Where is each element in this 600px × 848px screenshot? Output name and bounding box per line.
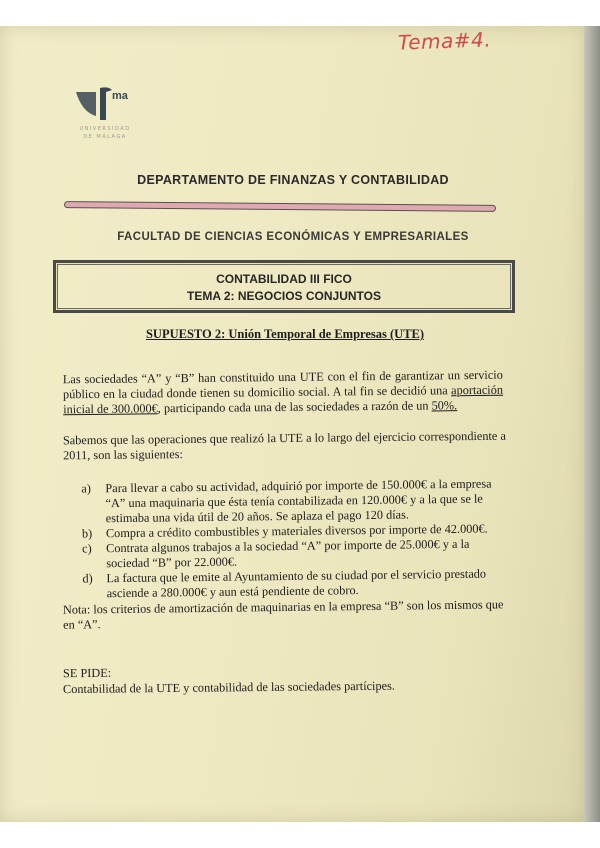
page-edge-shadow bbox=[584, 26, 600, 822]
se-pide-label: SE PIDE: bbox=[62, 665, 112, 681]
intro-underlined-amount: aportación inicial de 300.000€ bbox=[63, 382, 504, 417]
faculty-heading: FACULTAD DE CIENCIAS ECONÓMICAS Y EMPRESARIALES bbox=[117, 231, 469, 243]
logo-caption-line: UNIVERSIDAD bbox=[79, 126, 131, 132]
item-marker: d) bbox=[82, 571, 93, 586]
intro-text: Las sociedades “A” y “B” han constituido una UTE con el fin de garantizar un servicio público en la ciudad donde tienen su domicilio social. A tal fin se decidió una bbox=[62, 367, 503, 402]
topic-name: TEMA 2: NEGOCIOS CONJUNTOS bbox=[186, 289, 382, 303]
item-marker: a) bbox=[81, 481, 92, 496]
list-item bbox=[67, 476, 508, 526]
intro-underlined-percent: 50%. bbox=[431, 398, 458, 413]
se-pide-text: Contabilidad de la UTE y contabilidad de las sociedades partícipes. bbox=[62, 678, 395, 697]
note-paragraph: Nota: los criterios de amortización de maquinarias en la empresa “B” son los mismos que en “A”. bbox=[62, 597, 504, 632]
course-title-box bbox=[53, 260, 515, 313]
item-text: La factura que le emite al Ayuntamiento de su ciudad por el servicio prestado asciende a 280.000€ y aun está pendiente de cobro. bbox=[106, 566, 487, 601]
exercise-title: SUPUESTO 2: Unión Temporal de Empresas (UTE) bbox=[145, 327, 425, 341]
university-logo bbox=[74, 86, 134, 152]
logo-caption-line: DE MÁLAGA bbox=[83, 134, 127, 140]
intro-text-after: , participando cada una de las sociedades a razón de un bbox=[157, 398, 432, 416]
item-marker: c) bbox=[82, 541, 92, 556]
logo-caption bbox=[70, 125, 140, 141]
item-text: Para llevar a cabo su actividad, adquirió por importe de 150.000€ a la empresa “A” una maquinaria que ésta tenía contabilizada en 120.000€ y a la que se le estimaba una vida útil de 20 años. Se aplaza el pago 120 días. bbox=[105, 476, 492, 526]
course-name: CONTABILIDAD III FICO bbox=[216, 272, 352, 286]
logo-mark: ma bbox=[112, 90, 128, 102]
operations-list bbox=[67, 476, 508, 601]
list-item bbox=[68, 566, 508, 601]
operations-intro: Sabemos que las operaciones que realizó la UTE a lo largo del ejercicio correspondiente a 2011, son las siguientes: bbox=[62, 428, 506, 463]
handwritten-note: Tema#4. bbox=[397, 27, 492, 55]
intro-paragraph bbox=[63, 368, 503, 418]
department-heading: DEPARTAMENTO DE FINANZAS Y CONTABILIDAD bbox=[137, 173, 449, 187]
item-marker: b) bbox=[81, 526, 93, 541]
item-text: Compra a crédito combustibles y materiales diversos por importe de 42.000€. bbox=[105, 521, 488, 541]
item-text: Contrata algunos trabajos a la sociedad “A” por importe de 25.000€ y a la sociedad “B” por 22.000€. bbox=[106, 536, 470, 571]
